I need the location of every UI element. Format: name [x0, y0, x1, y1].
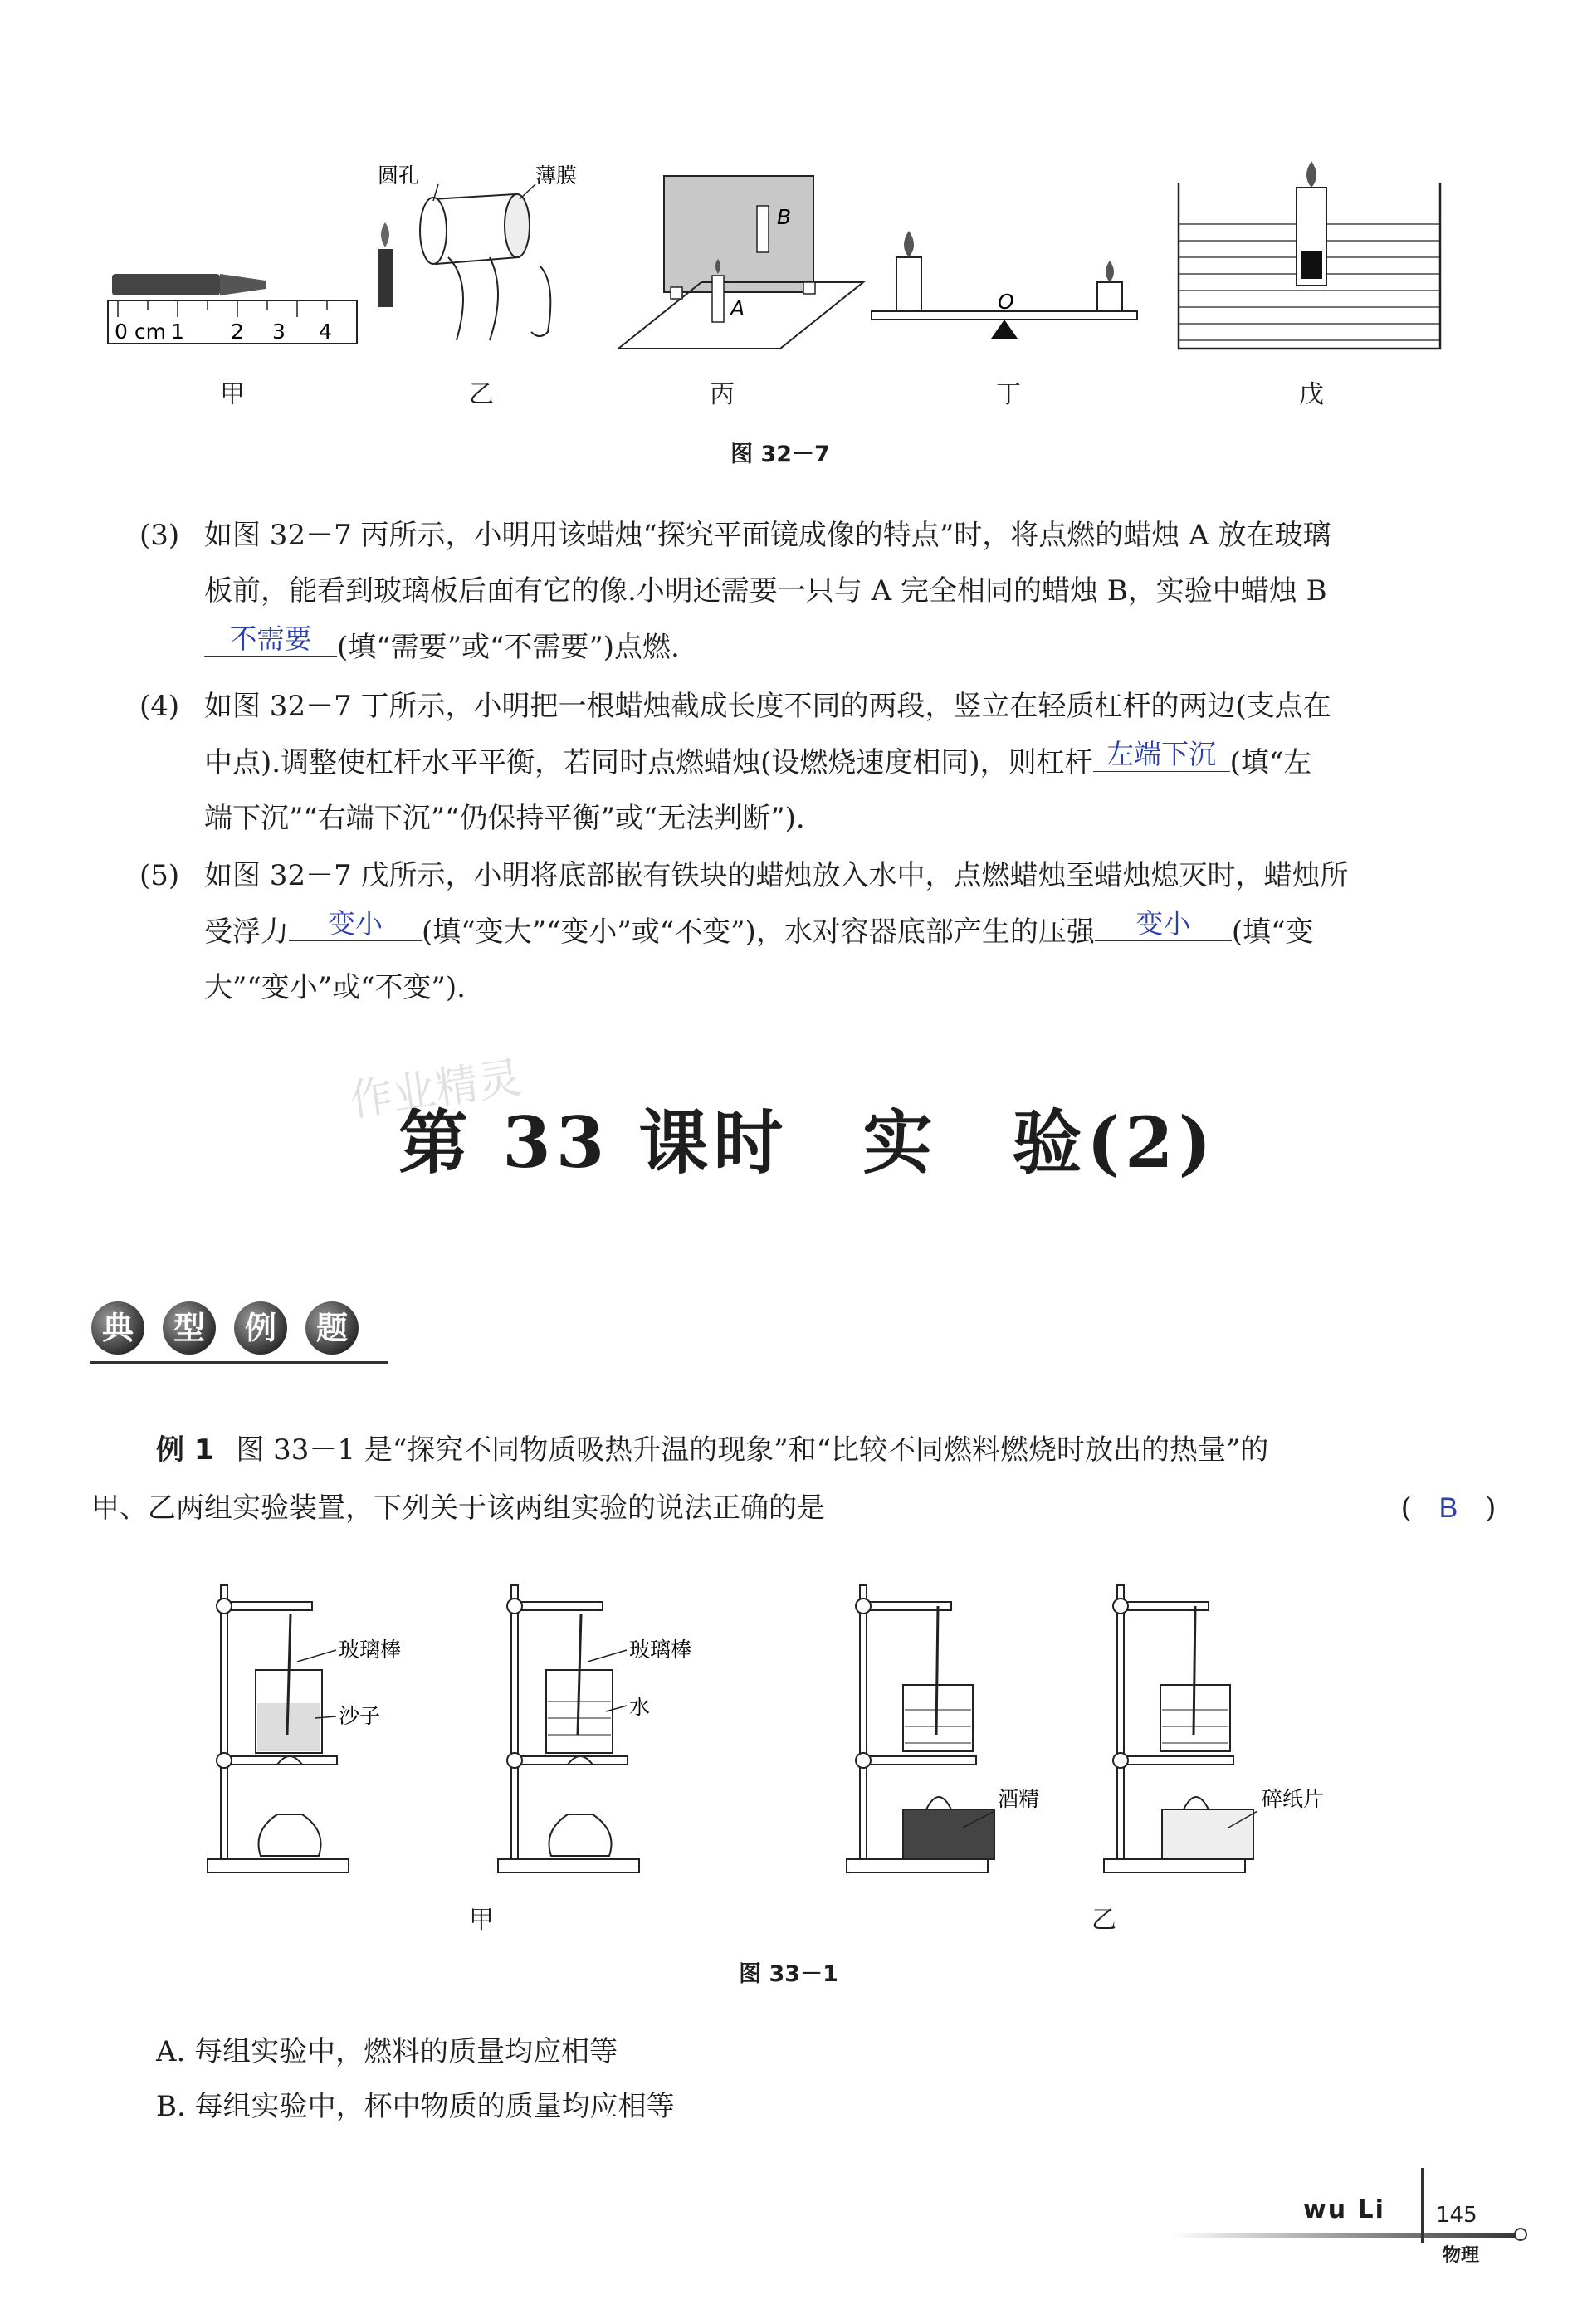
answer-paren-open: (: [1400, 1492, 1412, 1525]
label-o: O: [998, 290, 1014, 314]
label-film: 薄膜: [535, 164, 578, 188]
question-4-line2a: 中点).调整使杠杆水平平衡，若同时点燃蜡烛(设燃烧速度相同)，则杠杆: [204, 746, 1093, 779]
label-pinhole: 圆孔: [378, 164, 420, 188]
question-5-line2c: (填“变: [1231, 915, 1314, 949]
badge-xing: 型: [163, 1301, 216, 1355]
question-5-line1: 如图 32－7 戊所示，小明将底部嵌有铁块的蜡烛放入水中，点燃蜡烛至蜡烛熄灭时，蜡烛所: [204, 859, 1349, 892]
apparatus-alcohol: [847, 1585, 994, 1872]
badge-dian: 典: [91, 1301, 144, 1355]
example-1-text2: 甲、乙两组实验装置，下列关于该两组实验的说法正确的是: [91, 1492, 825, 1525]
page-number: 145: [1436, 2203, 1477, 2228]
label-bing: 丙: [710, 380, 735, 409]
example-1-line2: [91, 1479, 1502, 1537]
panel-ding-drawing: [872, 231, 1137, 339]
figure-33-1-caption: 图 33－1: [739, 1961, 838, 1987]
option-a: A. 每组实验中，燃料的质量均应相等: [156, 2035, 618, 2068]
answer-paren: [1394, 1479, 1502, 1537]
question-5: [139, 848, 1487, 1016]
example-1-label: 例 1: [156, 1433, 214, 1467]
question-3-line1: 如图 32－7 丙所示，小明用该蜡烛“探究平面镜成像的特点”时，将点燃的蜡烛 A 放在玻璃: [204, 519, 1331, 552]
panel-wu-drawing: [1179, 161, 1440, 349]
question-5-blank1: [289, 904, 422, 941]
option-b: B. 每组实验中，杯中物质的质量均应相等: [156, 2090, 675, 2123]
question-3-blank: [204, 619, 337, 657]
ruler-label-4: 4: [319, 320, 332, 344]
question-4-line1: 如图 32－7 丁所示，小明把一根蜡烛截成长度不同的两段，竖立在轻质杠杆的两边(支点在: [204, 690, 1331, 723]
question-5-line3: 大”“变小”或“不变”).: [204, 971, 466, 1004]
apparatus-water: [498, 1585, 639, 1872]
badge-li: 例: [234, 1301, 287, 1355]
footer-rule: [1170, 2233, 1519, 2238]
question-3-answer: 不需要: [229, 623, 312, 654]
label-glass-rod-2: 玻璃棒: [629, 1638, 692, 1662]
question-3-after: (填“需要”或“不需要”)点燃.: [337, 631, 680, 664]
label-alcohol: 酒精: [998, 1787, 1040, 1811]
question-5-answer1: 变小: [328, 908, 383, 939]
question-4: [139, 679, 1487, 847]
question-3-number: (3): [139, 519, 180, 552]
lesson-title: 第 33 课时 实 验(2): [398, 1101, 1217, 1184]
question-5-line2b: (填“变大”“变小”或“不变”)，水对容器底部产生的压强: [422, 915, 1095, 949]
section-divider: [90, 1361, 388, 1364]
figure-33-1: [199, 1569, 1345, 1884]
label-jia: 甲: [220, 380, 245, 409]
label-paper: 碎纸片: [1262, 1787, 1325, 1811]
footer-dot: [1514, 2228, 1527, 2241]
section-header: [90, 1301, 388, 1368]
ruler-label-3: 3: [272, 320, 286, 344]
group-label-yi: 乙: [1091, 1906, 1116, 1935]
example-1-line1: [156, 1421, 1501, 1479]
question-5-number: (5): [139, 859, 180, 892]
watermark: 作业精灵: [346, 1052, 525, 1127]
example-1-text1: 图 33－1 是“探究不同物质吸热升温的现象”和“比较不同燃料燃烧时放出的热量”的: [236, 1433, 1269, 1467]
group-label-jia: 甲: [469, 1906, 494, 1935]
label-ding: 丁: [996, 380, 1021, 409]
badge-ti: 题: [305, 1301, 359, 1355]
figure-32-7: [100, 133, 1511, 365]
question-4-answer: 左端下沉: [1106, 739, 1217, 769]
label-wu: 戊: [1299, 380, 1324, 409]
label-b: B: [777, 205, 792, 229]
question-5-line2a: 受浮力: [204, 915, 289, 949]
apparatus-paper: [1104, 1585, 1253, 1872]
panel-yi-drawing: [378, 184, 550, 340]
footer-logo: wu Li: [1303, 2195, 1385, 2224]
question-5-blank2: [1095, 904, 1232, 941]
label-yi: 乙: [469, 380, 494, 409]
answer-paren-close: ): [1485, 1492, 1497, 1525]
question-5-answer2: 变小: [1135, 908, 1191, 939]
question-3-line2: 板前，能看到玻璃板后面有它的像.小明还需要一只与 A 完全相同的蜡烛 B，实验中蜡烛 B: [204, 574, 1327, 608]
label-glass-rod-1: 玻璃棒: [339, 1638, 402, 1662]
question-4-line3: 端下沉”“右端下沉”“仍保持平衡”或“无法判断”).: [204, 802, 805, 835]
apparatus-sand: [208, 1585, 349, 1872]
footer-subject: 物理: [1443, 2245, 1480, 2266]
example-1-answer: B: [1438, 1492, 1458, 1524]
label-water: 水: [629, 1695, 651, 1719]
figure-32-7-caption: 图 32－7: [730, 442, 830, 467]
label-a: A: [730, 296, 745, 320]
footer-divider: [1421, 2168, 1424, 2243]
question-3: [139, 508, 1487, 676]
panel-bing-drawing: [618, 176, 863, 349]
label-sand: 沙子: [339, 1704, 381, 1728]
ruler-label-0: 0 cm: [115, 320, 166, 344]
ruler-label-1: 1: [171, 320, 184, 344]
question-4-number: (4): [139, 690, 180, 723]
question-4-line2b: (填“左: [1229, 746, 1312, 779]
ruler-label-2: 2: [231, 320, 244, 344]
question-4-blank: [1093, 735, 1230, 772]
